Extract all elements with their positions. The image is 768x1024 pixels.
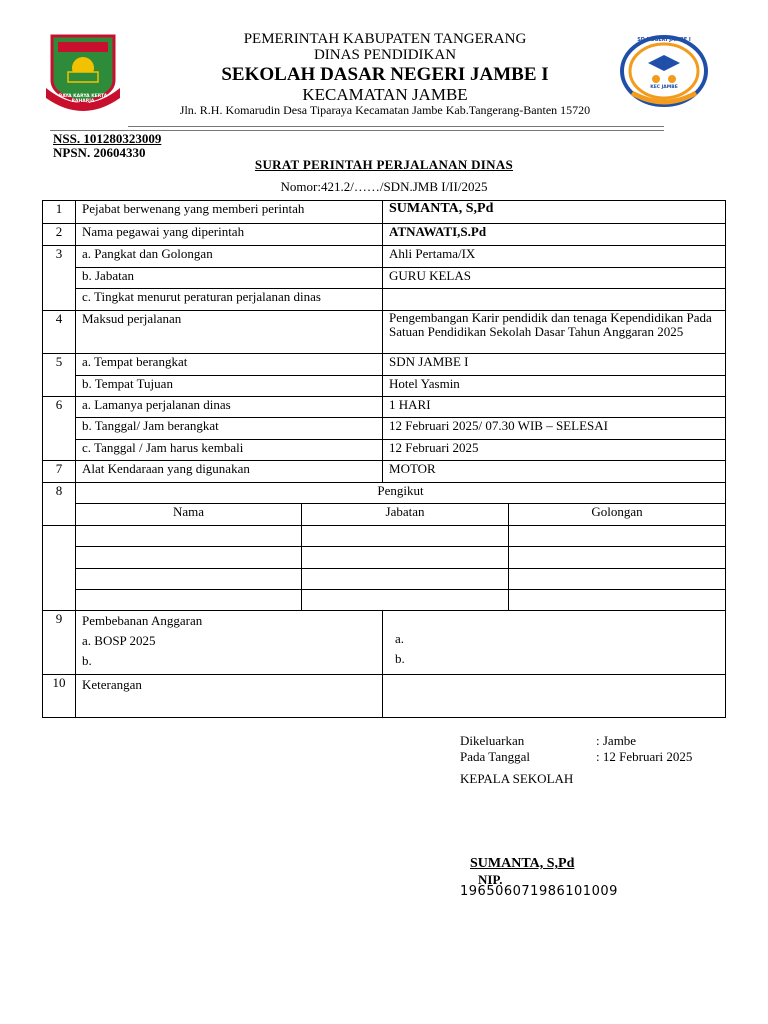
- col-golongan: Golongan: [509, 504, 726, 526]
- row-label: b. Tempat Tujuan: [76, 376, 383, 397]
- right-logo-bottom-text: KEC JAMBE: [650, 85, 678, 90]
- row-number: 2: [43, 224, 76, 246]
- row-label: b. Jabatan: [76, 268, 383, 289]
- row-number: 9: [43, 611, 76, 675]
- row-value: SDN JAMBE I: [383, 354, 726, 376]
- header-school-name: SEKOLAH DASAR NEGERI JAMBE I: [221, 64, 549, 85]
- pengikut-golongan-cell: [509, 569, 726, 590]
- table-row: [43, 376, 726, 397]
- table-row: [43, 311, 726, 354]
- header-divider-top: [128, 126, 664, 127]
- keterangan-value: [383, 675, 726, 718]
- row-number: 7: [43, 461, 76, 483]
- header-department: DINAS PENDIDIKAN: [313, 47, 457, 63]
- pengikut-nama-cell: [76, 526, 302, 547]
- row-label: Pejabat berwenang yang memberi perintah: [76, 201, 383, 224]
- pengikut-row: [43, 590, 726, 611]
- row-number: 10: [43, 675, 76, 718]
- row-value: SUMANTA, S,Pd: [383, 201, 726, 224]
- row-label: a. Tempat berangkat: [76, 354, 383, 376]
- row-value: 12 Februari 2025: [383, 440, 726, 461]
- row-label: Maksud perjalanan: [76, 311, 383, 354]
- row-number: 1: [43, 201, 76, 224]
- dikeluarkan-value: : Jambe: [596, 733, 637, 748]
- pengikut-header-row: [43, 504, 726, 526]
- row-number: 8: [43, 483, 76, 504]
- row-value: Ahli Pertama/IX: [383, 246, 726, 268]
- table-row: [43, 354, 726, 376]
- signatory-name: SUMANTA, S,Pd: [470, 856, 575, 871]
- left-logo-motto: BAYA KARYA KERTA RAHARJA: [58, 94, 108, 104]
- row-label: a. Pangkat dan Golongan: [76, 246, 383, 268]
- table-row: [43, 483, 726, 504]
- row-label: Nama pegawai yang diperintah: [76, 224, 383, 246]
- table-row: [43, 675, 726, 718]
- row-number: 4: [43, 311, 76, 354]
- pengikut-row: [43, 547, 726, 569]
- dikeluarkan-label: Dikeluarkan: [460, 733, 525, 748]
- tanggal-label: Pada Tanggal: [460, 749, 530, 764]
- row-value: MOTOR: [383, 461, 726, 483]
- pengikut-nama-cell: [76, 569, 302, 590]
- row-label: Keterangan: [76, 675, 383, 718]
- pengikut-golongan-cell: [509, 526, 726, 547]
- table-row: [43, 397, 726, 418]
- table-row: [43, 224, 726, 246]
- pengikut-row: [43, 526, 726, 547]
- right-logo-top-text: SD NEGERI JAMBE I: [637, 37, 691, 43]
- row-number: 6: [43, 397, 76, 461]
- pengikut-jabatan-cell: [302, 526, 509, 547]
- pengikut-nama-cell: [76, 547, 302, 569]
- anggaran-right-cell: [383, 611, 726, 675]
- row-number: 3: [43, 246, 76, 311]
- table-row: [43, 461, 726, 483]
- pengikut-heading: Pengikut: [76, 483, 726, 504]
- table-row: [43, 289, 726, 311]
- row-value: 12 Februari 2025/ 07.30 WIB – SELESAI: [383, 418, 726, 440]
- pengikut-golongan-cell: [509, 590, 726, 611]
- sdn-jambe-logo: [618, 33, 710, 109]
- row-value: ATNAWATI,S.Pd: [383, 224, 726, 246]
- row-label: c. Tingkat menurut peraturan perjalanan dinas: [76, 289, 383, 311]
- row-label: b. Tanggal/ Jam berangkat: [76, 418, 383, 440]
- pengikut-jabatan-cell: [302, 590, 509, 611]
- document-number: Nomor:421.2/……/SDN.JMB I/II/2025: [280, 179, 488, 194]
- row-value: [383, 289, 726, 311]
- header-district: KECAMATAN JAMBE: [302, 85, 468, 104]
- row-value: Pengembangan Karir pendidik dan tenaga Kependidikan Pada Satuan Pendidikan Sekolah Dasar Tahun Anggaran 2025: [383, 311, 726, 354]
- table-row: [43, 611, 726, 675]
- row-number-empty: [43, 504, 76, 526]
- anggaran-a-left: a. BOSP 2025: [82, 633, 156, 648]
- tanggal-value: : 12 Februari 2025: [596, 749, 693, 764]
- row-value: 1 HARI: [383, 397, 726, 418]
- nip-value: 196506071986101009: [460, 884, 618, 899]
- anggaran-b-right: b.: [395, 651, 405, 666]
- header-government: PEMERINTAH KABUPATEN TANGERANG: [243, 31, 527, 47]
- col-jabatan: Jabatan: [302, 504, 509, 526]
- row-value: Hotel Yasmin: [383, 376, 726, 397]
- pengikut-nama-cell: [76, 590, 302, 611]
- anggaran-b-left: b.: [82, 653, 92, 668]
- table-row: [43, 201, 726, 224]
- row-label: a. Lamanya perjalanan dinas: [76, 397, 383, 418]
- row-label: c. Tanggal / Jam harus kembali: [76, 440, 383, 461]
- pengikut-row: [43, 569, 726, 590]
- row-number-empty: [43, 526, 76, 611]
- kabupaten-tangerang-logo: [42, 28, 124, 112]
- header-address: Jln. R.H. Komarudin Desa Tiparaya Kecamatan Jambe Kab.Tangerang-Banten 15720: [179, 103, 591, 117]
- kepala-sekolah-title: KEPALA SEKOLAH: [460, 771, 574, 786]
- table-row: [43, 418, 726, 440]
- nip-label: NIP.: [478, 872, 503, 887]
- table-row: [43, 246, 726, 268]
- row-number: 5: [43, 354, 76, 397]
- pengikut-jabatan-cell: [302, 569, 509, 590]
- spd-table: [42, 200, 726, 718]
- anggaran-left-cell: [76, 611, 383, 675]
- table-row: [43, 268, 726, 289]
- npsn-number: NPSN. 20604330: [53, 145, 146, 160]
- anggaran-label: Pembebanan Anggaran: [82, 613, 203, 628]
- row-value: GURU KELAS: [383, 268, 726, 289]
- col-nama: Nama: [76, 504, 302, 526]
- pengikut-golongan-cell: [509, 547, 726, 569]
- anggaran-a-right: a.: [395, 631, 405, 646]
- pengikut-jabatan-cell: [302, 547, 509, 569]
- document-title: SURAT PERINTAH PERJALANAN DINAS: [254, 157, 514, 172]
- row-label: Alat Kendaraan yang digunakan: [76, 461, 383, 483]
- nss-number: NSS. 101280323009: [53, 131, 162, 146]
- table-row: [43, 440, 726, 461]
